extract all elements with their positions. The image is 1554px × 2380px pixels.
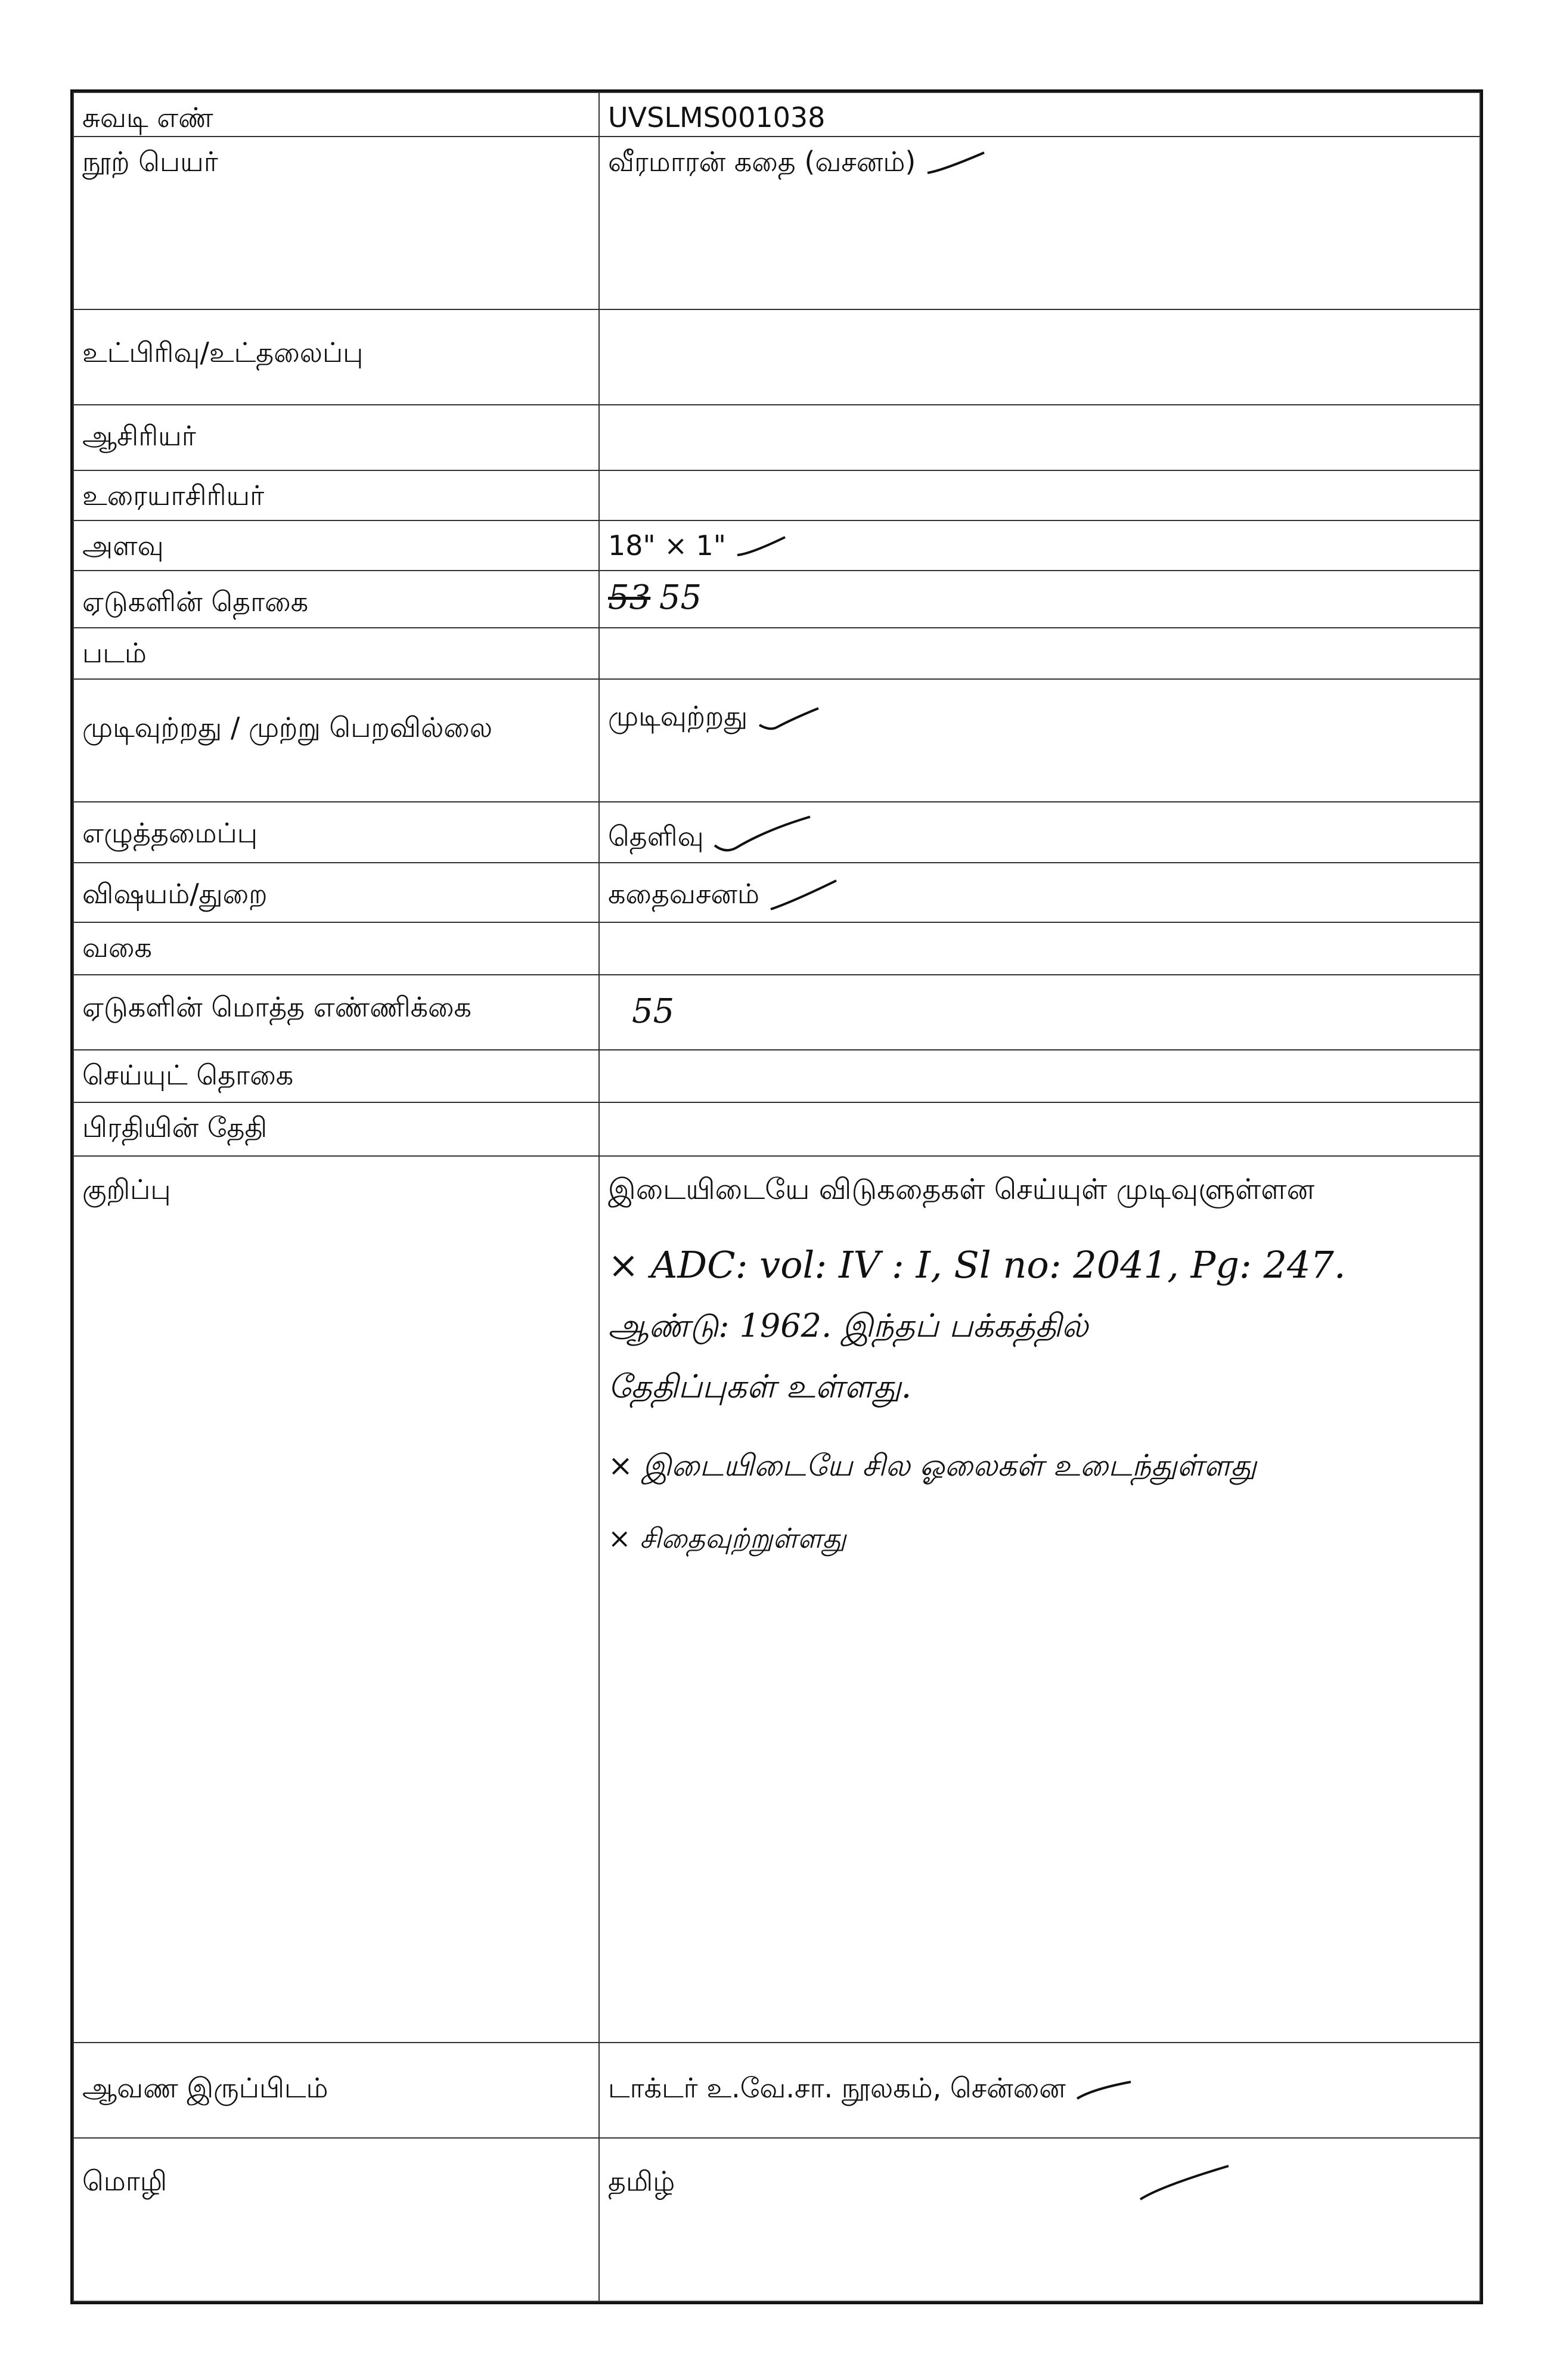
table-row: [73, 1102, 1480, 1156]
label-category: வகை: [73, 922, 599, 975]
repository-text: டாக்டர் உ.வே.சா. நூலகம், சென்னை: [608, 2072, 1066, 2104]
notes-printed-text: இடையிடையே விடுகதைகள் செய்யுள் முடிவுளுள்ளன: [608, 1173, 1315, 1206]
label-subject: விஷயம்/துறை: [73, 863, 599, 922]
script-text: தெளிவு: [608, 820, 704, 853]
label-completion: முடிவுற்றது / முற்று பெறவில்லை: [73, 679, 599, 802]
tick-mark-icon: [925, 149, 990, 179]
value-subject: [599, 863, 1480, 922]
label-notes: குறிப்பு: [73, 1156, 599, 2043]
tick-mark-icon: [1137, 2162, 1232, 2204]
table-row: [73, 2043, 1480, 2138]
notes-handwritten-line: × சிதைவுற்றுள்ளது: [608, 1522, 846, 1554]
value-title: [599, 137, 1480, 309]
label-repository: ஆவண இருப்பிடம்: [73, 2043, 599, 2138]
value-commentator: [599, 470, 1480, 520]
value-repository: [599, 2043, 1480, 2138]
table-row: [73, 922, 1480, 975]
table-row: [73, 571, 1480, 628]
label-illustration: படம்: [73, 628, 599, 679]
label-leaf-count: ஏடுகளின் தொகை: [73, 571, 599, 628]
table-row: [73, 470, 1480, 520]
label-copy-date: பிரதியின் தேதி: [73, 1102, 599, 1156]
notes-spacer: [608, 1208, 1471, 1232]
tick-mark-icon: [1075, 2077, 1134, 2103]
value-copy-date: [599, 1102, 1480, 1156]
value-script: [599, 802, 1480, 863]
label-total-leaves: ஏடுகளின் மொத்த எண்ணிக்கை: [73, 975, 599, 1050]
table-row: [73, 309, 1480, 405]
table-row: [73, 802, 1480, 863]
table-row: [73, 863, 1480, 922]
label-title: நூற் பெயர்: [73, 137, 599, 309]
value-leaf-count: [599, 571, 1480, 628]
table-row: [73, 628, 1480, 679]
subject-text: கதைவசனம்: [608, 878, 760, 910]
value-total-leaves: [599, 975, 1480, 1050]
notes-handwritten-line: தேதிப்புகள் உள்ளது.: [608, 1368, 911, 1405]
language-text: தமிழ்: [608, 2165, 675, 2198]
manuscript-number-text: UVSLMS001038: [608, 101, 826, 134]
total-leaves-text: 55: [632, 992, 675, 1031]
label-commentator: உரையாசிரியர்: [73, 470, 599, 520]
table-row: [73, 520, 1480, 571]
value-category: [599, 922, 1480, 975]
tick-mark-icon: [735, 535, 789, 561]
value-author: [599, 405, 1480, 470]
label-language: மொழி: [73, 2138, 599, 2301]
catalog-sheet: [70, 89, 1483, 2304]
catalog-table: [73, 92, 1481, 2302]
leaf-count-text: 55: [659, 578, 702, 617]
value-subdivision: [599, 309, 1480, 405]
tick-mark-icon: [756, 704, 822, 733]
label-author: ஆசிரியர்: [73, 405, 599, 470]
table-row: [73, 1156, 1480, 2043]
size-text: 18" × 1": [608, 529, 726, 562]
value-notes: [599, 1156, 1480, 2043]
label-size: அளவு: [73, 520, 599, 571]
label-verse-count: செய்யுட் தொகை: [73, 1050, 599, 1102]
table-row: [73, 405, 1480, 470]
value-verse-count: [599, 1050, 1480, 1102]
notes-handwritten-line: ஆண்டு: 1962. இந்தப் பக்கத்தில்: [608, 1307, 1088, 1344]
value-manuscript-number: [599, 92, 1480, 137]
label-script: எழுத்தமைப்பு: [73, 802, 599, 863]
table-row: [73, 679, 1480, 802]
value-size: [599, 520, 1480, 571]
table-row: [73, 137, 1480, 309]
table-row: [73, 975, 1480, 1050]
table-row: [73, 2138, 1480, 2301]
notes-handwritten-line: × இடையிடையே சில ஓலைகள் உடைந்துள்ளது: [608, 1448, 1257, 1483]
title-text: வீரமாரன் கதை (வசனம்): [608, 145, 916, 178]
label-manuscript-number: சுவடி எண்: [73, 92, 599, 137]
leaf-count-struck: 53: [608, 578, 651, 617]
label-subdivision: உட்பிரிவு/உட்தலைப்பு: [73, 309, 599, 405]
table-row: [73, 1050, 1480, 1102]
tick-mark-icon: [712, 814, 814, 862]
completion-text: முடிவுற்றது: [608, 700, 748, 732]
notes-handwritten-line: × ADC: vol: IV : I, Sl no: 2041, Pg: 247.: [608, 1243, 1346, 1287]
tick-mark-icon: [768, 878, 840, 914]
value-language: [599, 2138, 1480, 2301]
value-completion: [599, 679, 1480, 802]
value-illustration: [599, 628, 1480, 679]
table-row: [73, 92, 1480, 137]
